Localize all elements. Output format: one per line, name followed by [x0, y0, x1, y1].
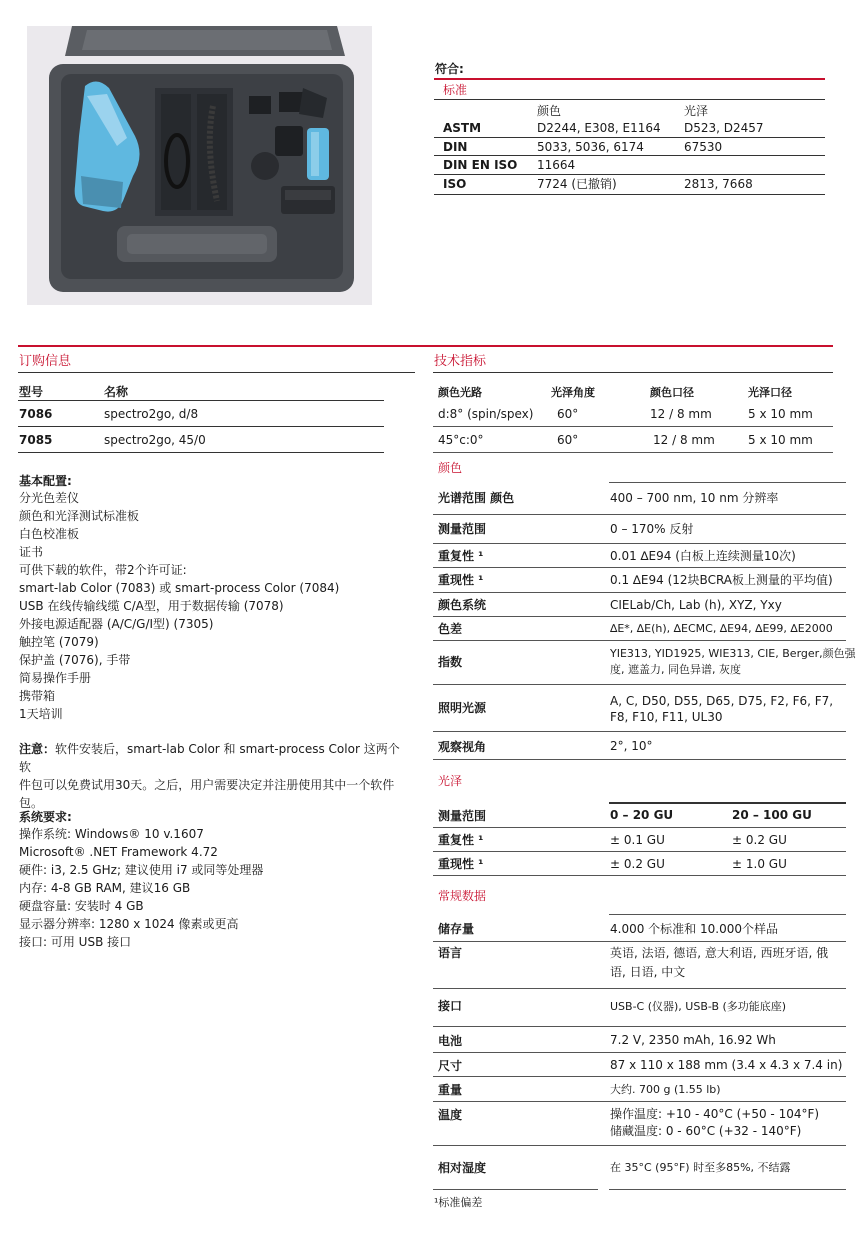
ordering-row-model: 7086: [19, 407, 53, 421]
geo-header: 光泽角度: [551, 386, 595, 399]
geo-cell: 12 / 8 mm: [653, 433, 715, 447]
geo-header: 颜色光路: [438, 386, 482, 399]
product-photo: [27, 26, 372, 305]
spec-label: 接口: [438, 999, 463, 1013]
standards-red-rule: [434, 78, 825, 80]
divider: [609, 482, 846, 483]
standards-col-color: 颜色: [537, 104, 562, 118]
divider: [433, 426, 833, 427]
gloss-range-1: 0 – 20 GU: [610, 808, 674, 822]
spec-label: 温度: [438, 1108, 463, 1122]
divider: [433, 592, 846, 593]
divider: [18, 400, 384, 401]
list-item: 白色校准板: [19, 527, 80, 541]
ordering-col-model: 型号: [19, 385, 44, 399]
geo-cell: 5 x 10 mm: [748, 407, 813, 421]
divider: [433, 875, 846, 876]
tech-title: 技术指标: [434, 354, 487, 369]
ordering-row-name: spectro2go, 45/0: [104, 433, 206, 447]
divider: [433, 452, 833, 453]
spec-value: ∆E*, ∆E(h), ∆ECMC, ∆E94, ∆E99, ∆E2000: [610, 622, 833, 635]
standards-section-label: 标准: [443, 83, 468, 97]
spec-value: ± 1.0 GU: [732, 857, 787, 871]
standards-col-gloss: 光泽: [684, 104, 709, 118]
carrying-case-illustration: [27, 26, 372, 305]
spec-label: 重复性 ¹: [438, 549, 484, 563]
spec-value: ± 0.1 GU: [610, 833, 665, 847]
spec-value: 语, 日语, 中文: [610, 965, 686, 979]
standards-row-name: ISO: [443, 177, 467, 191]
spec-label: 重现性 ¹: [438, 573, 484, 587]
spec-label: 重现性 ¹: [438, 857, 484, 871]
divider: [433, 1026, 846, 1027]
divider: [609, 1189, 846, 1190]
spec-value: 度, 遮盖力, 同色异谱, 灰度: [610, 663, 741, 676]
spec-label: 观察视角: [438, 740, 487, 754]
list-item: 可供下载的软件，带2个许可证:: [19, 563, 187, 577]
list-item: 外接电源适配器 (A/C/G/I型) (7305): [19, 617, 214, 631]
list-item: 1天培训: [19, 707, 63, 721]
standards-row-gloss: 67530: [684, 140, 723, 154]
divider: [434, 99, 825, 100]
spec-value: 0 – 170% 反射: [610, 522, 694, 536]
divider: [434, 137, 825, 138]
standards-row-color: 7724 (已撤销): [537, 177, 617, 191]
list-item: 操作系统: Windows® 10 v.1607: [19, 827, 204, 841]
spec-label: 电池: [438, 1034, 463, 1048]
spec-value: 英语, 法语, 德语, 意大利语, 西班牙语, 俄: [610, 946, 829, 960]
list-item: 携带箱: [19, 689, 56, 703]
divider: [433, 1052, 846, 1053]
divider: [609, 802, 846, 804]
divider: [433, 1189, 598, 1190]
list-item: smart-lab Color (7083) 或 smart-process Color (7084): [19, 581, 340, 595]
standards-row-name: ASTM: [443, 121, 482, 135]
ordering-title: 订购信息: [19, 354, 72, 369]
divider: [433, 640, 846, 641]
gloss-section-label: 光泽: [438, 774, 463, 788]
spec-value: ± 0.2 GU: [732, 833, 787, 847]
spec-label: 色差: [438, 622, 463, 636]
list-item: 硬盘容量: 安装时 4 GB: [19, 899, 144, 913]
divider: [433, 827, 846, 828]
divider: [433, 941, 846, 942]
spec-value: 0.01 ∆E94 (白板上连续测量10次): [610, 549, 796, 563]
divider: [434, 174, 825, 175]
list-item: USB 在线传输线缆 C/A型，用于数据传输 (7078): [19, 599, 284, 613]
spec-label: 测量范围: [438, 809, 487, 823]
divider: [433, 543, 846, 544]
spec-value: ± 0.2 GU: [610, 857, 665, 871]
geo-cell: 45°c:0°: [438, 433, 484, 447]
divider: [433, 988, 846, 989]
ordering-col-name: 名称: [104, 385, 129, 399]
spec-value: USB-C (仪器), USB-B (多功能底座): [610, 1000, 787, 1013]
geo-cell: 60°: [557, 433, 579, 447]
list-item: Microsoft® .NET Framework 4.72: [19, 845, 218, 859]
list-item: 证书: [19, 545, 44, 559]
spec-value: 操作温度: +10 - 40°C (+50 - 104°F): [610, 1107, 820, 1121]
standards-heading: 符合:: [435, 62, 464, 76]
geo-cell: d:8° (spin/spex): [438, 407, 534, 421]
color-section-label: 颜色: [438, 461, 463, 475]
spec-value: CIELab/Ch, Lab (h), XYZ, Yxy: [610, 598, 782, 612]
spec-value: A, C, D50, D55, D65, D75, F2, F6, F7,: [610, 694, 834, 708]
divider: [433, 1101, 846, 1102]
standards-row-color: 11664: [537, 158, 576, 172]
note-label: 注意：: [19, 742, 56, 756]
list-item: 硬件: i3, 2.5 GHz; 建议使用 i7 或同等处理器: [19, 863, 264, 877]
list-item: 触控笔 (7079): [19, 635, 99, 649]
spec-label: 光谱范围 颜色: [438, 491, 515, 505]
divider: [433, 759, 846, 760]
section-red-rule: [18, 345, 833, 347]
divider: [18, 372, 415, 373]
spec-value: F8, F10, F11, UL30: [610, 710, 723, 724]
spec-label: 照明光源: [438, 701, 487, 715]
list-item: 保护盖 (7076), 手带: [19, 653, 131, 667]
divider: [433, 1076, 846, 1077]
divider: [609, 914, 846, 915]
spec-label: 尺寸: [438, 1059, 463, 1073]
divider: [433, 372, 833, 373]
spec-label: 重复性 ¹: [438, 833, 484, 847]
basic-config-title: 基本配置:: [19, 474, 72, 488]
list-item: 颜色和光泽测试标准板: [19, 509, 140, 523]
geo-cell: 12 / 8 mm: [650, 407, 712, 421]
spec-label: 测量范围: [438, 522, 487, 536]
standards-row-gloss: D523, D2457: [684, 121, 764, 135]
spec-value: 储藏温度: 0 - 60°C (+32 - 140°F): [610, 1124, 802, 1138]
spec-value: 大约. 700 g (1.55 lb): [610, 1083, 721, 1096]
divider: [433, 851, 846, 852]
spec-value: 2°, 10°: [610, 739, 653, 753]
system-title: 系统要求:: [19, 810, 72, 824]
divider: [433, 731, 846, 732]
list-item: 内存: 4-8 GB RAM, 建议16 GB: [19, 881, 191, 895]
divider: [434, 155, 825, 156]
geo-header: 光泽口径: [748, 386, 792, 399]
spec-value: YIE313, YID1925, WIE313, CIE, Berger,颜色强: [610, 647, 856, 660]
software-note: [19, 740, 409, 812]
spec-label: 指数: [438, 655, 463, 669]
divider: [434, 194, 825, 195]
divider: [433, 1145, 846, 1146]
spec-label: 储存量: [438, 922, 475, 936]
standards-row-name: DIN EN ISO: [443, 158, 518, 172]
note-text: 包。: [19, 796, 44, 810]
spec-value: 在 35°C (95°F) 时至多85%, 不结露: [610, 1161, 791, 1174]
system-list: [19, 825, 263, 951]
standards-row-color: 5033, 5036, 6174: [537, 140, 644, 154]
general-section-label: 常规数据: [438, 889, 487, 903]
note-text: 件包可以免费试用30天。之后，用户需要决定并注册使用其中一个软件: [19, 778, 395, 792]
ordering-row-model: 7085: [19, 433, 53, 447]
list-item: 显示器分辨率: 1280 x 1024 像素或更高: [19, 917, 239, 931]
list-item: 分光色差仪: [19, 491, 80, 505]
standards-row-gloss: 2813, 7668: [684, 177, 753, 191]
spec-label: 语言: [438, 946, 463, 960]
spec-value: 87 x 110 x 188 mm (3.4 x 4.3 x 7.4 in): [610, 1058, 843, 1072]
standards-row-color: D2244, E308, E1164: [537, 121, 661, 135]
spec-value: 400 – 700 nm, 10 nm 分辨率: [610, 491, 779, 505]
geo-cell: 5 x 10 mm: [748, 433, 813, 447]
list-item: 接口: 可用 USB 接口: [19, 935, 132, 949]
standards-row-name: DIN: [443, 140, 468, 154]
spec-value: 4.000 个标准和 10.000个样品: [610, 922, 778, 936]
geo-header: 颜色口径: [650, 386, 694, 399]
divider: [433, 567, 846, 568]
spec-value: 7.2 V, 2350 mAh, 16.92 Wh: [610, 1033, 776, 1047]
divider: [18, 426, 384, 427]
basic-config-list: [19, 489, 339, 723]
geo-cell: 60°: [557, 407, 579, 421]
gloss-range-2: 20 – 100 GU: [732, 808, 812, 822]
footnote: ¹标准偏差: [434, 1196, 483, 1209]
divider: [18, 452, 384, 453]
spec-value: 0.1 ∆E94 (12块BCRA板上测量的平均值): [610, 573, 833, 587]
spec-label: 颜色系统: [438, 598, 487, 612]
spec-label: 重量: [438, 1083, 463, 1097]
divider: [433, 684, 846, 685]
divider: [433, 616, 846, 617]
ordering-row-name: spectro2go, d/8: [104, 407, 199, 421]
spec-label: 相对湿度: [438, 1161, 487, 1175]
note-text: 软件安装后，smart-lab Color 和 smart-process Color 这两个软: [19, 742, 400, 774]
list-item: 简易操作手册: [19, 671, 92, 685]
divider: [433, 514, 846, 515]
